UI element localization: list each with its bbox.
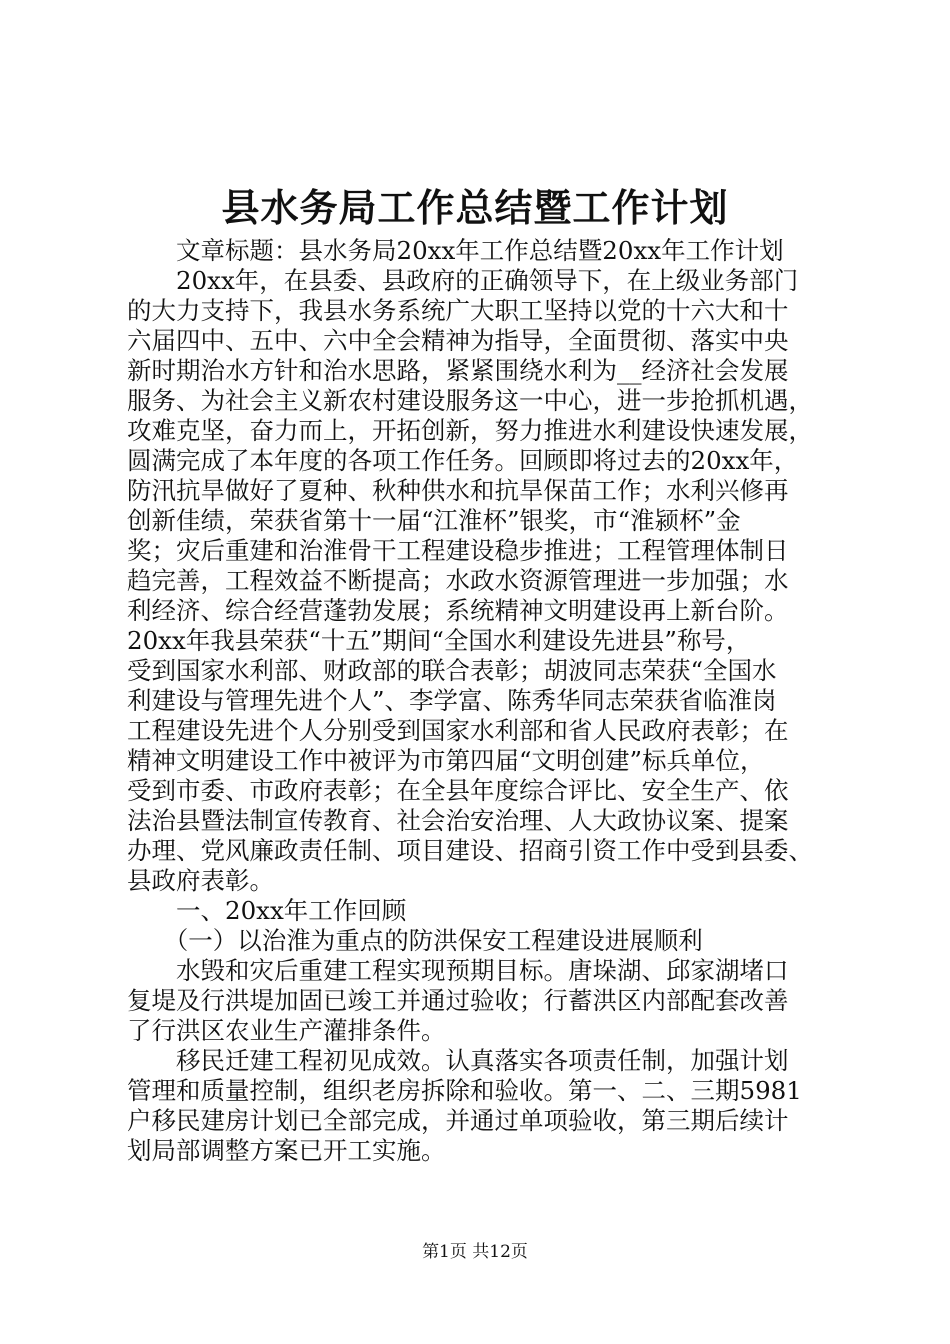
text-line: 文章标题：县水务局20xx年工作总结暨20xx年工作计划 xyxy=(127,236,784,265)
text-line: 管理和质量控制，组织老房拆除和验收。第一、二、三期5981 xyxy=(127,1076,802,1105)
text-line: 20xx年，在县委、县政府的正确领导下，在上级业务部门 xyxy=(127,266,799,295)
text-line: 户移民建房计划已全部完成，并通过单项验收，第三期后续计 xyxy=(127,1106,789,1135)
text-line: 县政府表彰。 xyxy=(127,866,274,895)
text-line: 水毁和灾后重建工程实现预期目标。唐垛湖、邱家湖堵口 xyxy=(127,956,789,985)
text-line: （一）以治淮为重点的防洪保安工程建设进展顺利 xyxy=(127,926,703,955)
text-line: 划局部调整方案已开工实施。 xyxy=(127,1136,446,1165)
document-title: 县水务局工作总结暨工作计划 xyxy=(221,185,729,230)
text-line: 防汛抗旱做好了夏种、秋种供水和抗旱保苗工作；水利兴修再 xyxy=(127,476,789,505)
text-line: 20xx年我县荣获“十五”期间“全国水利建设先进县”称号， xyxy=(127,626,751,655)
text-line: 办理、党风廉政责任制、项目建设、招商引资工作中受到县委、 xyxy=(127,836,813,865)
text-line: 了行洪区农业生产灌排条件。 xyxy=(127,1016,446,1045)
page-footer: 第1页 共12页 xyxy=(422,1242,528,1262)
document-body xyxy=(127,236,843,1166)
text-line: 利建设与管理先进个人”、李学富、陈秀华同志荣获省临淮岗 xyxy=(127,686,777,715)
text-line: 受到市委、市政府表彰；在全县年度综合评比、安全生产、依 xyxy=(127,776,789,805)
text-line: 利经济、综合经营蓬勃发展；系统精神文明建设再上新台阶。 xyxy=(127,596,789,625)
text-line: 法治县暨法制宣传教育、社会治安治理、人大政协议案、提案 xyxy=(127,806,789,835)
text-line: 工程建设先进个人分别受到国家水利部和省人民政府表彰；在 xyxy=(127,716,789,745)
text-line: 的大力支持下，我县水务系统广大职工坚持以党的十六大和十 xyxy=(127,296,789,325)
text-line: 趋完善，工程效益不断提高；水政水资源管理进一步加强；水 xyxy=(127,566,789,595)
text-line: 攻难克坚，奋力而上，开拓创新，努力推进水利建设快速发展， xyxy=(127,416,813,445)
text-line: 创新佳绩，荣获省第十一届“江淮杯”银奖，市“淮颍杯”金 xyxy=(127,506,741,535)
text-line: 新时期治水方针和治水思路，紧紧围绕水利为__经济社会发展 xyxy=(127,356,789,385)
text-line: 六届四中、五中、六中全会精神为指导，全面贯彻、落实中央 xyxy=(127,326,789,355)
text-line: 服务、为社会主义新农村建设服务这一中心，进一步抢抓机遇， xyxy=(127,386,813,415)
text-line: 一、20xx年工作回顾 xyxy=(127,896,407,925)
text-line: 圆满完成了本年度的各项工作任务。回顾即将过去的20xx年， xyxy=(127,446,799,475)
text-line: 精神文明建设工作中被评为市第四届“文明创建”标兵单位， xyxy=(127,746,765,775)
text-line: 复堤及行洪堤加固已竣工并通过验收；行蓄洪区内部配套改善 xyxy=(127,986,789,1015)
text-line: 受到国家水利部、财政部的联合表彰；胡波同志荣获“全国水 xyxy=(127,656,777,685)
text-line: 移民迁建工程初见成效。认真落实各项责任制，加强计划 xyxy=(127,1046,789,1075)
text-line: 奖；灾后重建和治淮骨干工程建设稳步推进；工程管理体制日 xyxy=(127,536,789,565)
